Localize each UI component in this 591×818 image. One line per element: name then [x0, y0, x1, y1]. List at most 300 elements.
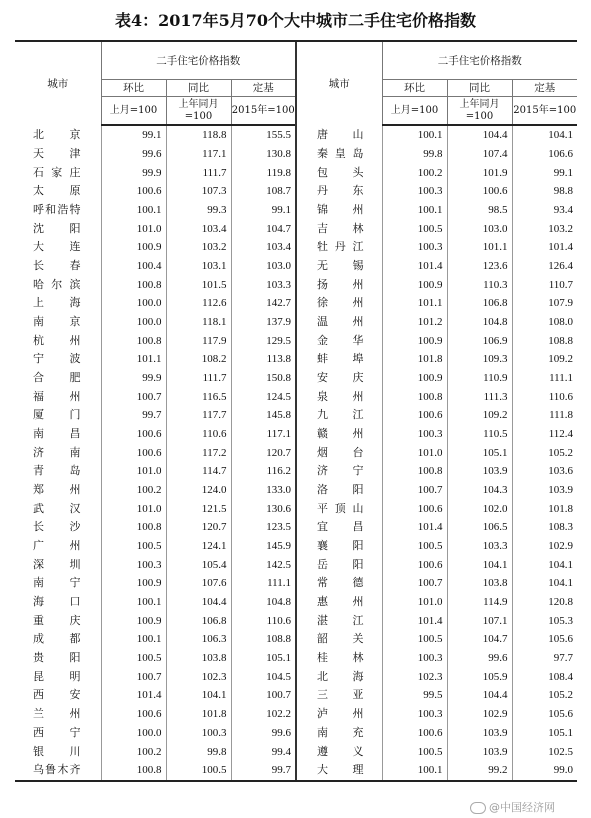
fixed-cell-left: 99.4: [231, 742, 296, 761]
fixed-cell-left: 119.8: [231, 163, 296, 182]
city-cell-right: 遵义: [296, 742, 382, 761]
yoy-header-left: 同比: [166, 80, 231, 97]
fixed-cell-left: 117.1: [231, 425, 296, 444]
city-cell-left: 贵阳: [33, 651, 81, 665]
yoy-cell-right: 105.9: [447, 667, 512, 686]
mom-cell-right: 100.9: [382, 331, 447, 350]
fixed-cell-right: 112.4: [512, 425, 577, 444]
fixed-cell-left: 130.6: [231, 499, 296, 518]
fixed-cell-right: 105.1: [512, 724, 577, 743]
table-row: [15, 313, 577, 332]
fixed-cell-right: 93.4: [512, 201, 577, 220]
table-row: [15, 201, 577, 220]
mom-cell-right: 100.5: [382, 219, 447, 238]
table-row: [15, 649, 577, 668]
city-cell-left: 长沙: [33, 520, 81, 534]
mom-cell-left: 100.7: [101, 667, 166, 686]
fixed-cell-right: 111.1: [512, 369, 577, 388]
city-cell-right: 岳阳: [296, 555, 382, 574]
yoy-cell-right: 103.9: [447, 462, 512, 481]
mom-cell-right: 100.3: [382, 425, 447, 444]
fixed-cell-left: 110.6: [231, 611, 296, 630]
city-cell-right: 泸州: [296, 705, 382, 724]
yoy-cell-left: 120.7: [166, 518, 231, 537]
city-cell-left: 乌鲁木齐: [15, 761, 101, 781]
fixed-cell-left: 155.5: [231, 125, 296, 145]
yoy-cell-right: 99.6: [447, 649, 512, 668]
mom-cell-left: 100.5: [101, 537, 166, 556]
mom-cell-right: 100.3: [382, 238, 447, 257]
fixed-cell-left: 104.7: [231, 219, 296, 238]
city-header-right: 城市: [296, 41, 382, 125]
yoy-cell-left: 106.3: [166, 630, 231, 649]
fixed-cell-right: 107.9: [512, 294, 577, 313]
mom-cell-right: 100.7: [382, 481, 447, 500]
mom-cell-right: 101.2: [382, 313, 447, 332]
table-row: [15, 425, 577, 444]
fixed-cell-right: 102.5: [512, 742, 577, 761]
fixed-cell-right: 109.2: [512, 350, 577, 369]
mom-cell-right: 100.9: [382, 369, 447, 388]
city-cell-left: 太原: [33, 184, 81, 198]
mom-cell-left: 101.4: [101, 686, 166, 705]
mom-cell-left: 100.6: [101, 182, 166, 201]
fixed-cell-right: 103.2: [512, 219, 577, 238]
yoy-cell-right: 106.9: [447, 331, 512, 350]
city-cell-right: 襄阳: [296, 537, 382, 556]
yoy-cell-left: 106.8: [166, 611, 231, 630]
mom-cell-right: 99.5: [382, 686, 447, 705]
city-cell-right: 三亚: [296, 686, 382, 705]
yoy-cell-right: 110.9: [447, 369, 512, 388]
fixed-cell-left: 99.7: [231, 761, 296, 781]
city-cell-left: 深圳: [33, 557, 81, 571]
fixed-cell-right: 105.2: [512, 686, 577, 705]
mom-cell-left: 101.0: [101, 462, 166, 481]
fixed-cell-right: 101.8: [512, 499, 577, 518]
mom-cell-left: 99.6: [101, 145, 166, 164]
city-cell-right: 安庆: [296, 369, 382, 388]
fixed-cell-right: 105.6: [512, 630, 577, 649]
city-cell-right: 扬州: [296, 275, 382, 294]
mom-cell-right: 101.4: [382, 611, 447, 630]
table-row: [15, 163, 577, 182]
city-cell-left: 南宁: [33, 576, 81, 590]
table-row: [15, 387, 577, 406]
mom-cell-right: 100.8: [382, 462, 447, 481]
city-cell-left: 石家庄: [33, 165, 81, 179]
yoy-cell-right: 104.4: [447, 686, 512, 705]
city-cell-left: 北京: [33, 127, 81, 141]
yoy-cell-right: 102.0: [447, 499, 512, 518]
fixed-cell-left: 104.8: [231, 593, 296, 612]
yoy-cell-right: 107.1: [447, 611, 512, 630]
yoy-cell-left: 107.3: [166, 182, 231, 201]
fixed-cell-right: 104.1: [512, 574, 577, 593]
city-cell-left: 大连: [33, 240, 81, 254]
table-row: [15, 257, 577, 276]
table-row: [15, 724, 577, 743]
table-row: [15, 667, 577, 686]
mom-cell-right: 100.1: [382, 761, 447, 781]
fixed-cell-left: 142.5: [231, 555, 296, 574]
fixed-base-left: 2015年=100: [231, 97, 296, 126]
mom-cell-right: 100.6: [382, 724, 447, 743]
table-title: 表4：2017年5月70个大中城市二手住宅价格指数: [114, 11, 477, 30]
fixed-cell-left: 124.5: [231, 387, 296, 406]
yoy-cell-right: 103.0: [447, 219, 512, 238]
mom-cell-left: 100.9: [101, 611, 166, 630]
yoy-cell-left: 118.1: [166, 313, 231, 332]
mom-header-left: 环比: [101, 80, 166, 97]
mom-cell-left: 101.0: [101, 219, 166, 238]
fixed-cell-left: 133.0: [231, 481, 296, 500]
yoy-cell-left: 103.8: [166, 649, 231, 668]
yoy-cell-left: 102.3: [166, 667, 231, 686]
mom-header-right: 环比: [382, 80, 447, 97]
fixed-cell-left: 100.7: [231, 686, 296, 705]
mom-cell-left: 100.1: [101, 593, 166, 612]
yoy-cell-right: 109.2: [447, 406, 512, 425]
yoy-cell-right: 106.8: [447, 294, 512, 313]
yoy-cell-right: 102.9: [447, 705, 512, 724]
table-row: [15, 593, 577, 612]
mom-cell-right: 100.6: [382, 555, 447, 574]
fixed-cell-right: 97.7: [512, 649, 577, 668]
city-cell-right: 常德: [296, 574, 382, 593]
table-row: [15, 537, 577, 556]
mom-cell-right: 101.4: [382, 257, 447, 276]
fixed-cell-left: 130.8: [231, 145, 296, 164]
watermark-text: @中国经济网: [489, 801, 555, 814]
mom-cell-right: 100.9: [382, 275, 447, 294]
city-cell-right: 宜昌: [296, 518, 382, 537]
city-cell-right: 韶关: [296, 630, 382, 649]
mom-cell-left: 100.0: [101, 313, 166, 332]
fixed-cell-left: 99.6: [231, 724, 296, 743]
yoy-cell-left: 108.2: [166, 350, 231, 369]
yoy-cell-left: 124.0: [166, 481, 231, 500]
yoy-cell-left: 103.1: [166, 257, 231, 276]
city-cell-right: 湛江: [296, 611, 382, 630]
mom-cell-left: 100.6: [101, 443, 166, 462]
yoy-cell-right: 98.5: [447, 201, 512, 220]
table-row: [15, 630, 577, 649]
fixed-cell-left: 103.3: [231, 275, 296, 294]
yoy-cell-left: 111.7: [166, 163, 231, 182]
yoy-cell-left: 111.7: [166, 369, 231, 388]
city-cell-right: 温州: [296, 313, 382, 332]
fixed-cell-left: 111.1: [231, 574, 296, 593]
city-cell-left: 昆明: [33, 669, 81, 683]
yoy-cell-right: 103.3: [447, 537, 512, 556]
yoy-cell-right: 104.7: [447, 630, 512, 649]
mom-cell-left: 100.0: [101, 294, 166, 313]
city-cell-left: 杭州: [33, 333, 81, 347]
yoy-cell-right: 103.9: [447, 724, 512, 743]
mom-cell-right: 101.4: [382, 518, 447, 537]
city-cell-left: 宁波: [33, 352, 81, 366]
fixed-cell-right: 103.9: [512, 481, 577, 500]
fixed-cell-right: 103.6: [512, 462, 577, 481]
fixed-cell-left: 129.5: [231, 331, 296, 350]
city-cell-right: 牡丹江: [296, 238, 382, 257]
city-cell-left: 西宁: [33, 725, 81, 739]
mom-base-left: 上月=100: [101, 97, 166, 126]
yoy-cell-right: 104.4: [447, 125, 512, 145]
city-cell-right: 桂林: [296, 649, 382, 668]
yoy-cell-left: 117.2: [166, 443, 231, 462]
table-row: [15, 518, 577, 537]
city-cell-left: 成都: [33, 632, 81, 646]
yoy-cell-left: 117.1: [166, 145, 231, 164]
fixed-cell-left: 137.9: [231, 313, 296, 332]
yoy-cell-left: 105.4: [166, 555, 231, 574]
mom-cell-left: 100.8: [101, 518, 166, 537]
city-cell-left: 兰州: [33, 707, 81, 721]
watermark: [470, 799, 555, 815]
city-cell-right: 锦州: [296, 201, 382, 220]
table-row: [15, 238, 577, 257]
mom-cell-left: 100.2: [101, 742, 166, 761]
yoy-cell-right: 100.6: [447, 182, 512, 201]
city-cell-right: 包头: [296, 163, 382, 182]
city-cell-left: 广州: [33, 539, 81, 553]
yoy-cell-left: 110.6: [166, 425, 231, 444]
mom-cell-left: 100.8: [101, 761, 166, 781]
yoy-cell-left: 114.7: [166, 462, 231, 481]
table-row: [15, 369, 577, 388]
fixed-base-right: 2015年=100: [512, 97, 577, 126]
mom-cell-left: 100.1: [101, 630, 166, 649]
city-cell-right: 烟台: [296, 443, 382, 462]
group-header-right: 二手住宅价格指数: [382, 41, 577, 80]
yoy-cell-right: 110.5: [447, 425, 512, 444]
table-row: [15, 742, 577, 761]
mom-cell-left: 100.9: [101, 238, 166, 257]
yoy-cell-right: 103.9: [447, 742, 512, 761]
fixed-cell-left: 102.2: [231, 705, 296, 724]
mom-cell-right: 100.1: [382, 125, 447, 145]
yoy-cell-left: 104.4: [166, 593, 231, 612]
yoy-base-right: 上年同月=100: [447, 97, 512, 126]
mom-cell-left: 100.4: [101, 257, 166, 276]
mom-cell-right: 101.0: [382, 593, 447, 612]
fixed-cell-left: 108.7: [231, 182, 296, 201]
mom-cell-right: 100.3: [382, 182, 447, 201]
table-row: [15, 219, 577, 238]
yoy-cell-left: 107.6: [166, 574, 231, 593]
yoy-cell-right: 101.1: [447, 238, 512, 257]
city-cell-left: 郑州: [33, 483, 81, 497]
header-row-1: [15, 41, 577, 80]
city-cell-right: 泉州: [296, 387, 382, 406]
table-row: [15, 406, 577, 425]
fixed-cell-right: 108.3: [512, 518, 577, 537]
yoy-cell-right: 109.3: [447, 350, 512, 369]
city-cell-right: 济宁: [296, 462, 382, 481]
city-cell-left: 青岛: [33, 464, 81, 478]
fixed-header-left: 定基: [231, 80, 296, 97]
mom-cell-left: 100.8: [101, 331, 166, 350]
fixed-cell-right: 101.4: [512, 238, 577, 257]
weibo-icon: [470, 802, 486, 814]
mom-cell-right: 100.7: [382, 574, 447, 593]
fixed-cell-right: 108.4: [512, 667, 577, 686]
fixed-cell-left: 103.0: [231, 257, 296, 276]
yoy-cell-right: 101.9: [447, 163, 512, 182]
city-cell-right: 蚌埠: [296, 350, 382, 369]
city-cell-left: 呼和浩特: [33, 203, 81, 217]
table-row: [15, 294, 577, 313]
table-row: [15, 574, 577, 593]
city-cell-right: 惠州: [296, 593, 382, 612]
city-cell-right: 徐州: [296, 294, 382, 313]
mom-cell-right: 100.1: [382, 201, 447, 220]
yoy-cell-left: 100.3: [166, 724, 231, 743]
yoy-cell-left: 103.2: [166, 238, 231, 257]
mom-cell-left: 101.1: [101, 350, 166, 369]
fixed-cell-left: 113.8: [231, 350, 296, 369]
yoy-cell-left: 99.3: [166, 201, 231, 220]
yoy-base-left: 上年同月=100: [166, 97, 231, 126]
city-cell-right: 丹东: [296, 182, 382, 201]
city-cell-left: 合肥: [33, 371, 81, 385]
mom-cell-left: 100.6: [101, 705, 166, 724]
mom-cell-left: 100.9: [101, 574, 166, 593]
fixed-cell-right: 106.6: [512, 145, 577, 164]
mom-cell-left: 100.7: [101, 387, 166, 406]
yoy-cell-right: 99.2: [447, 761, 512, 781]
city-cell-left: 上海: [33, 296, 81, 310]
fixed-cell-right: 126.4: [512, 257, 577, 276]
yoy-cell-left: 101.8: [166, 705, 231, 724]
yoy-cell-left: 117.7: [166, 406, 231, 425]
fixed-cell-left: 108.8: [231, 630, 296, 649]
mom-cell-left: 101.0: [101, 499, 166, 518]
mom-cell-right: 99.8: [382, 145, 447, 164]
yoy-cell-right: 114.9: [447, 593, 512, 612]
city-header-left: 城市: [15, 41, 101, 125]
fixed-cell-right: 102.9: [512, 537, 577, 556]
fixed-cell-right: 110.7: [512, 275, 577, 294]
mom-cell-right: 100.3: [382, 649, 447, 668]
table-row: [15, 555, 577, 574]
yoy-cell-right: 123.6: [447, 257, 512, 276]
mom-base-right: 上月=100: [382, 97, 447, 126]
city-cell-left: 武汉: [33, 501, 81, 515]
yoy-cell-left: 112.6: [166, 294, 231, 313]
city-cell-left: 天津: [33, 147, 81, 160]
city-cell-right: 北海: [296, 667, 382, 686]
city-cell-left: 福州: [33, 389, 81, 403]
fixed-cell-right: 111.8: [512, 406, 577, 425]
table-row: [15, 275, 577, 294]
fixed-cell-right: 108.0: [512, 313, 577, 332]
fixed-cell-left: 105.1: [231, 649, 296, 668]
mom-cell-right: 100.8: [382, 387, 447, 406]
yoy-cell-right: 104.1: [447, 555, 512, 574]
mom-cell-left: 100.1: [101, 201, 166, 220]
mom-cell-left: 100.8: [101, 275, 166, 294]
table-row: [15, 443, 577, 462]
mom-cell-left: 100.6: [101, 425, 166, 444]
yoy-cell-left: 101.5: [166, 275, 231, 294]
fixed-cell-left: 116.2: [231, 462, 296, 481]
yoy-cell-left: 104.1: [166, 686, 231, 705]
city-cell-right: 唐山: [296, 125, 382, 145]
city-cell-left: 济南: [33, 445, 81, 459]
table-row: [15, 481, 577, 500]
yoy-cell-left: 103.4: [166, 219, 231, 238]
city-cell-left: 南京: [33, 315, 81, 329]
fixed-header-right: 定基: [512, 80, 577, 97]
fixed-cell-right: 105.3: [512, 611, 577, 630]
fixed-cell-left: 142.7: [231, 294, 296, 313]
mom-cell-right: 100.5: [382, 742, 447, 761]
mom-cell-left: 100.2: [101, 481, 166, 500]
city-cell-right: 秦皇岛: [296, 145, 382, 164]
city-cell-right: 赣州: [296, 425, 382, 444]
mom-cell-right: 100.6: [382, 406, 447, 425]
mom-cell-left: 100.5: [101, 649, 166, 668]
price-index-table: [15, 40, 577, 782]
yoy-cell-right: 106.5: [447, 518, 512, 537]
city-cell-left: 银川: [33, 744, 81, 758]
yoy-cell-left: 100.5: [166, 761, 231, 781]
city-cell-left: 哈尔滨: [33, 277, 81, 291]
city-cell-left: 长春: [33, 259, 81, 273]
table-row: [15, 182, 577, 201]
city-cell-right: 金华: [296, 331, 382, 350]
fixed-cell-right: 98.8: [512, 182, 577, 201]
yoy-cell-right: 110.3: [447, 275, 512, 294]
table-row: [15, 350, 577, 369]
table-row: [15, 145, 577, 164]
city-cell-right: 洛阳: [296, 481, 382, 500]
yoy-cell-right: 105.1: [447, 443, 512, 462]
city-cell-left: 沈阳: [33, 221, 81, 235]
fixed-cell-right: 108.8: [512, 331, 577, 350]
fixed-cell-right: 104.1: [512, 555, 577, 574]
table-row: [15, 705, 577, 724]
yoy-cell-right: 111.3: [447, 387, 512, 406]
table-row: [15, 331, 577, 350]
yoy-cell-left: 99.8: [166, 742, 231, 761]
table-row: [15, 125, 577, 145]
table-row: [15, 462, 577, 481]
fixed-cell-left: 145.9: [231, 537, 296, 556]
yoy-cell-right: 104.3: [447, 481, 512, 500]
yoy-cell-left: 124.1: [166, 537, 231, 556]
fixed-cell-right: 104.1: [512, 125, 577, 145]
mom-cell-right: 100.6: [382, 499, 447, 518]
mom-cell-right: 102.3: [382, 667, 447, 686]
fixed-cell-right: 120.8: [512, 593, 577, 612]
fixed-cell-right: 99.0: [512, 761, 577, 781]
mom-cell-right: 100.5: [382, 537, 447, 556]
fixed-cell-left: 104.5: [231, 667, 296, 686]
mom-cell-left: 100.0: [101, 724, 166, 743]
city-cell-left: 西安: [33, 688, 81, 702]
table-row: [15, 611, 577, 630]
fixed-cell-left: 99.1: [231, 201, 296, 220]
mom-cell-right: 100.5: [382, 630, 447, 649]
fixed-cell-right: 99.1: [512, 163, 577, 182]
yoy-cell-left: 116.5: [166, 387, 231, 406]
fixed-cell-left: 150.8: [231, 369, 296, 388]
mom-cell-right: 100.3: [382, 705, 447, 724]
